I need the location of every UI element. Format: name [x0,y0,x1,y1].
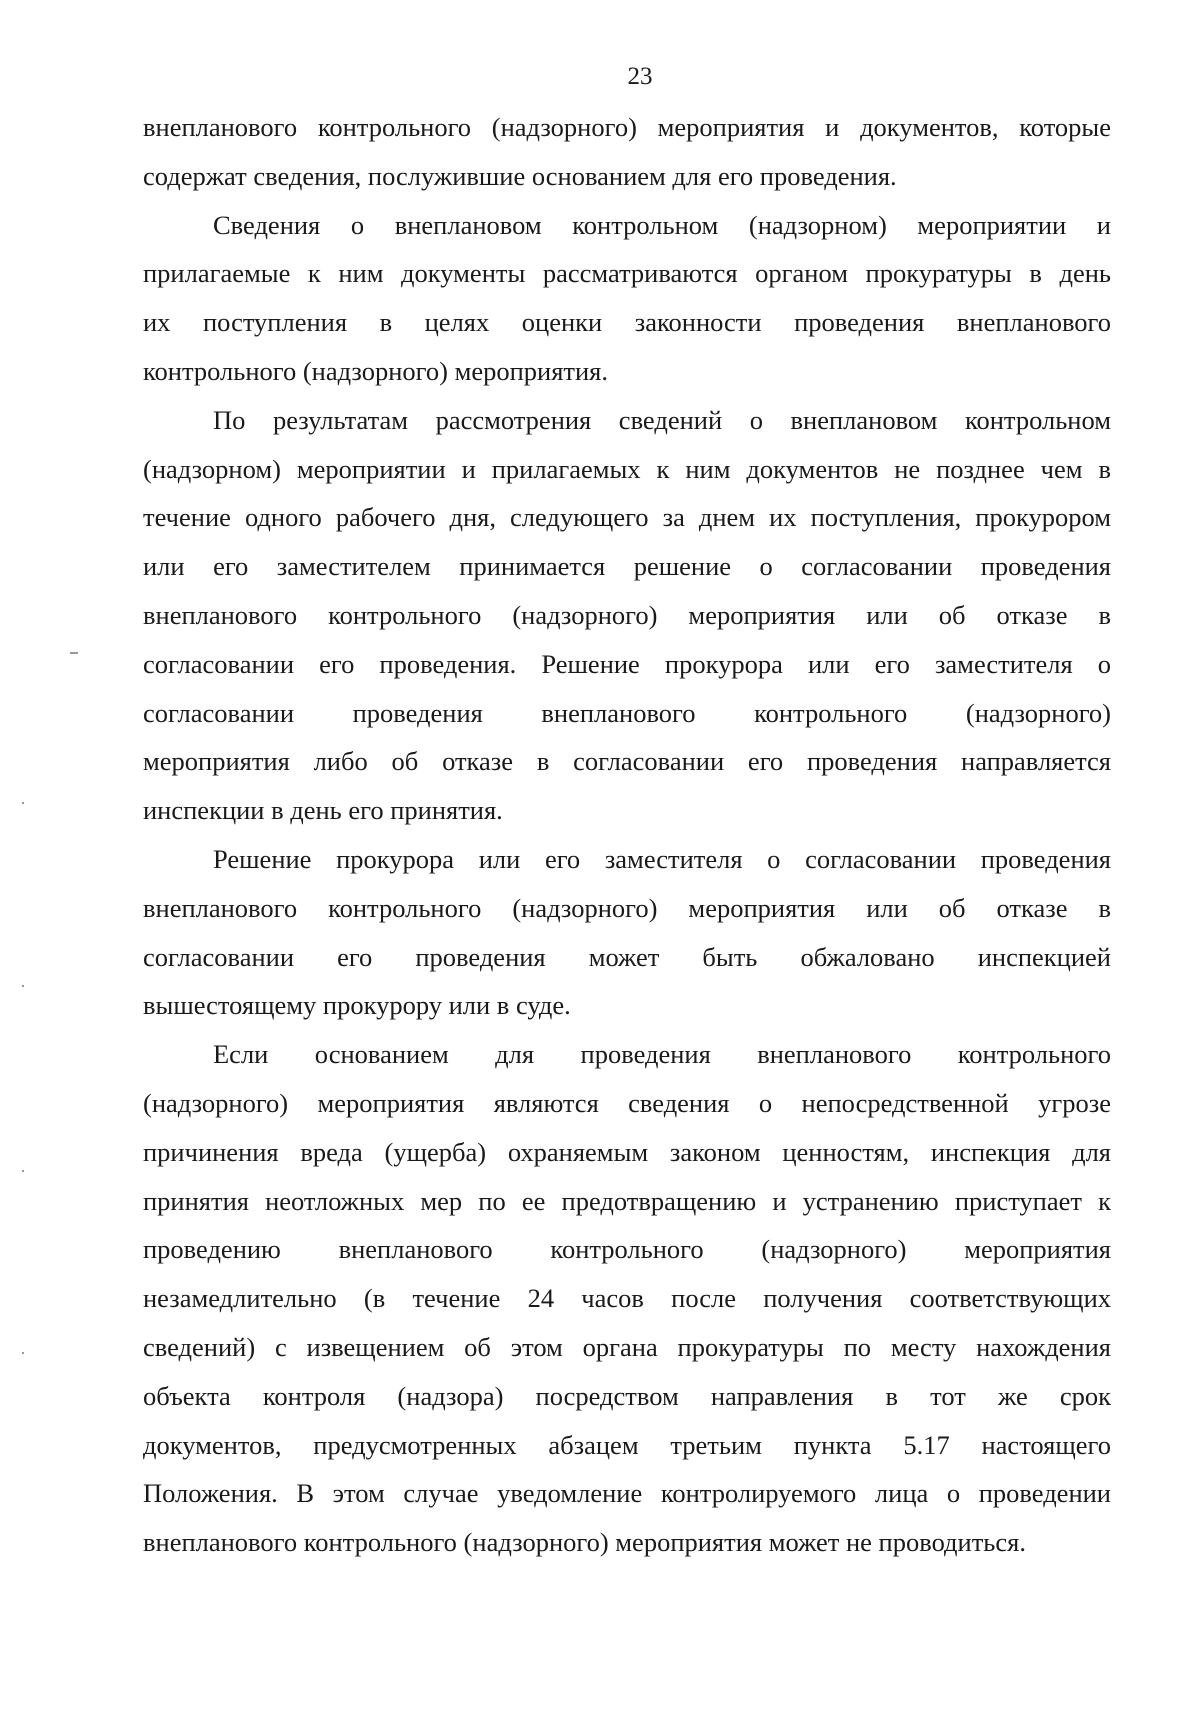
text-line: вышестоящему прокурору или в суде. [143,990,571,1021]
scan-speck [22,802,24,804]
text-line: согласовании его проведения может быть обжаловано инспекцией [143,941,1111,972]
text-line: внепланового контрольного (надзорного) мероприятия или об отказе в [143,599,1111,630]
page-number: 23 [627,63,653,90]
text-line: прилагаемые к ним документы рассматриваются органом прокуратуры в день [143,258,1111,289]
text-line: согласовании проведения внепланового контрольного (надзорного) [143,697,1111,728]
text-line: (надзорном) мероприятии и прилагаемых к ним документов не позднее чем в [143,453,1111,484]
text-line: (надзорного) мероприятия являются сведения о непосредственной угрозе [143,1087,1111,1118]
text-line: проведению внепланового контрольного (надзорного) мероприятия [143,1234,1111,1265]
paragraph [143,201,1111,396]
text-line: инспекции в день его принятия. [143,795,503,826]
paragraph [143,396,1111,835]
text-line: незамедлительно (в течение 24 часов после получения соответствующих [143,1283,1111,1314]
text-line: документов, предусмотренных абзацем третьим пункта 5.17 настоящего [143,1429,1111,1460]
text-line: принятия неотложных мер по ее предотвращению и устранению приступает к [143,1185,1111,1216]
text-line: содержат сведения, послужившие основанием для его проведения. [143,160,897,191]
text-line: сведений) с извещением об этом органа прокуратуры по месту нахождения [143,1331,1111,1362]
text-line: причинения вреда (ущерба) охраняемым законом ценностям, инспекция для [143,1136,1111,1167]
text-line: течение одного рабочего дня, следующего за днем их поступления, прокурором [143,502,1111,533]
text-line: По результатам рассмотрения сведений о внеплановом контрольном [213,404,1111,435]
text-line: Положения. В этом случае уведомление контролируемого лица о проведении [143,1478,1111,1509]
scan-speck [22,1352,24,1354]
text-line: внепланового контрольного (надзорного) мероприятия может не проводиться. [143,1527,1026,1558]
paragraph [143,1030,1111,1567]
text-line: или его заместителем принимается решение о согласовании проведения [143,551,1111,582]
text-line: внепланового контрольного (надзорного) мероприятия и документов, которые [143,112,1111,142]
text-line: Решение прокурора или его заместителя о согласовании проведения [213,843,1111,874]
text-line: согласовании его проведения. Решение прокурора или его заместителя о [143,648,1111,679]
document-body [143,103,1111,1567]
scan-speck [22,1170,24,1172]
scan-speck [70,652,78,654]
text-line: контрольного (надзорного) мероприятия. [143,355,608,386]
paragraph [143,103,1111,201]
scan-speck [22,985,24,987]
text-line: их поступления в целях оценки законности проведения внепланового [143,307,1111,338]
text-line: объекта контроля (надзора) посредством направления в тот же срок [143,1380,1111,1411]
paragraph [143,835,1111,1030]
text-line: внепланового контрольного (надзорного) мероприятия или об отказе в [143,892,1111,923]
text-line: мероприятия либо об отказе в согласовании его проведения направляется [143,746,1111,777]
text-line: Если основанием для проведения внепланового контрольного [213,1039,1111,1070]
text-line: Сведения о внеплановом контрольном (надзорном) мероприятии и [213,209,1111,240]
